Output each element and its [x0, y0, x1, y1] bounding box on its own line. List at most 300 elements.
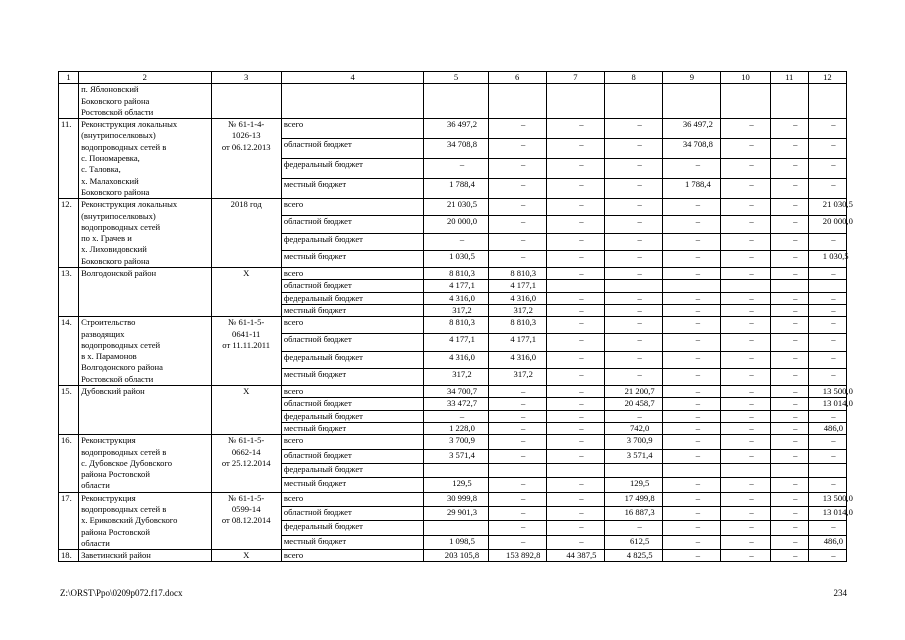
- amount-cell: –: [546, 119, 604, 139]
- amount-cell: –: [663, 368, 721, 385]
- amount-cell: –: [721, 334, 770, 351]
- amount-cell: 36 497,2: [663, 119, 721, 139]
- amount-cell: –: [721, 268, 770, 280]
- amount-cell: –: [721, 449, 770, 463]
- amount-cell: –: [721, 292, 770, 304]
- amount-cell: –: [424, 410, 488, 422]
- amount-cell: –: [546, 351, 604, 368]
- amount-cell: 203 105,8: [424, 550, 488, 562]
- amount-cell: –: [546, 422, 604, 434]
- amount-cell: –: [663, 492, 721, 506]
- fragment-cell: [721, 84, 770, 119]
- amount-cell: 3 571,4: [605, 449, 663, 463]
- amount-cell: –: [808, 139, 846, 159]
- amount-cell: [488, 463, 546, 477]
- amount-cell: –: [721, 398, 770, 410]
- amount-cell: –: [770, 119, 808, 139]
- amount-cell: –: [808, 368, 846, 385]
- amount-cell: –: [721, 304, 770, 316]
- item-number: 12.: [59, 199, 79, 268]
- amount-cell: –: [488, 535, 546, 549]
- amount-cell: –: [488, 159, 546, 179]
- table-row: [59, 268, 847, 280]
- amount-cell: –: [488, 398, 546, 410]
- amount-cell: –: [721, 492, 770, 506]
- amount-cell: 1 788,4: [663, 179, 721, 199]
- amount-cell: [424, 463, 488, 477]
- funding-source: федеральный бюджет: [281, 410, 424, 422]
- amount-cell: –: [488, 179, 546, 199]
- amount-cell: [808, 463, 846, 477]
- amount-cell: [770, 463, 808, 477]
- col-num-11: 11: [770, 72, 808, 84]
- amount-cell: –: [546, 304, 604, 316]
- amount-cell: –: [605, 368, 663, 385]
- funding-source: областной бюджет: [281, 216, 424, 233]
- amount-cell: –: [546, 317, 604, 334]
- funding-source: федеральный бюджет: [281, 521, 424, 535]
- amount-cell: [721, 280, 770, 292]
- amount-cell: –: [546, 250, 604, 267]
- amount-cell: –: [546, 216, 604, 233]
- amount-cell: 13 500,0: [808, 386, 846, 398]
- funding-source: федеральный бюджет: [281, 233, 424, 250]
- amount-cell: 129,5: [424, 478, 488, 492]
- amount-cell: 20 000,0: [808, 216, 846, 233]
- amount-cell: –: [663, 550, 721, 562]
- amount-cell: 4 316,0: [488, 351, 546, 368]
- amount-cell: –: [808, 449, 846, 463]
- amount-cell: –: [770, 159, 808, 179]
- amount-cell: –: [721, 368, 770, 385]
- fragment-cell: [808, 84, 846, 119]
- funding-source: федеральный бюджет: [281, 351, 424, 368]
- item-number: 16.: [59, 435, 79, 492]
- amount-cell: –: [770, 507, 808, 521]
- table-row: [59, 435, 847, 449]
- amount-cell: 153 892,8: [488, 550, 546, 562]
- amount-cell: 742,0: [605, 422, 663, 434]
- amount-cell: –: [605, 268, 663, 280]
- amount-cell: 29 901,3: [424, 507, 488, 521]
- amount-cell: –: [721, 233, 770, 250]
- amount-cell: 8 810,3: [488, 317, 546, 334]
- item-name: Реконструкция локальных (внутрипоселковых) водопроводных сетей по х. Грачев и х. Лиховидовский Боковского района: [79, 199, 212, 268]
- amount-cell: –: [663, 159, 721, 179]
- amount-cell: [663, 463, 721, 477]
- amount-cell: [808, 280, 846, 292]
- item-name: Дубовский район: [79, 386, 212, 435]
- item-name: Реконструкция водопроводных сетей в х. Ериковский Дубовского района Ростовской области: [79, 492, 212, 549]
- amount-cell: –: [770, 478, 808, 492]
- funding-source: всего: [281, 268, 424, 280]
- funding-source: местный бюджет: [281, 422, 424, 434]
- amount-cell: –: [605, 334, 663, 351]
- amount-cell: –: [721, 216, 770, 233]
- amount-cell: –: [424, 159, 488, 179]
- amount-cell: 34 700,7: [424, 386, 488, 398]
- amount-cell: –: [663, 535, 721, 549]
- amount-cell: –: [605, 216, 663, 233]
- amount-cell: –: [488, 233, 546, 250]
- amount-cell: 8 810,3: [424, 268, 488, 280]
- item-number: 15.: [59, 386, 79, 435]
- funding-source: местный бюджет: [281, 179, 424, 199]
- amount-cell: 44 387,5: [546, 550, 604, 562]
- amount-cell: [424, 521, 488, 535]
- funding-source: местный бюджет: [281, 250, 424, 267]
- amount-cell: 16 887,3: [605, 507, 663, 521]
- amount-cell: 3 571,4: [424, 449, 488, 463]
- funding-source: всего: [281, 317, 424, 334]
- amount-cell: –: [605, 233, 663, 250]
- fragment-doc: [211, 84, 281, 119]
- amount-cell: –: [770, 199, 808, 216]
- amount-cell: 486,0: [808, 422, 846, 434]
- amount-cell: –: [663, 398, 721, 410]
- amount-cell: –: [605, 250, 663, 267]
- amount-cell: 4 316,0: [424, 292, 488, 304]
- amount-cell: 317,2: [488, 304, 546, 316]
- amount-cell: [770, 280, 808, 292]
- amount-cell: –: [663, 435, 721, 449]
- col-num-6: 6: [488, 72, 546, 84]
- amount-cell: –: [721, 199, 770, 216]
- amount-cell: –: [663, 304, 721, 316]
- amount-cell: 8 810,3: [488, 268, 546, 280]
- item-document: Х: [211, 268, 281, 317]
- amount-cell: –: [488, 250, 546, 267]
- fragment-cell: [770, 84, 808, 119]
- table-row: [59, 119, 847, 139]
- funding-source: всего: [281, 435, 424, 449]
- amount-cell: –: [546, 535, 604, 549]
- item-document: Х: [211, 550, 281, 562]
- amount-cell: –: [663, 250, 721, 267]
- amount-cell: –: [663, 521, 721, 535]
- col-num-1: 1: [59, 72, 79, 84]
- amount-cell: –: [546, 139, 604, 159]
- amount-cell: 4 177,1: [424, 280, 488, 292]
- funding-source: местный бюджет: [281, 368, 424, 385]
- amount-cell: –: [770, 334, 808, 351]
- amount-cell: 486,0: [808, 535, 846, 549]
- amount-cell: –: [721, 535, 770, 549]
- page-number: 234: [833, 588, 847, 598]
- amount-cell: –: [808, 179, 846, 199]
- funding-source: всего: [281, 119, 424, 139]
- amount-cell: 4 177,1: [488, 334, 546, 351]
- amount-cell: –: [546, 292, 604, 304]
- column-number-row: [59, 72, 847, 84]
- fragment-cell: [488, 84, 546, 119]
- item-name: Волгодонской район: [79, 268, 212, 317]
- funding-source: местный бюджет: [281, 304, 424, 316]
- amount-cell: [546, 463, 604, 477]
- amount-cell: –: [770, 292, 808, 304]
- amount-cell: –: [546, 268, 604, 280]
- amount-cell: –: [770, 304, 808, 316]
- item-document: 2018 год: [211, 199, 281, 268]
- table-body: [59, 72, 853, 562]
- amount-cell: 30 999,8: [424, 492, 488, 506]
- amount-cell: –: [721, 386, 770, 398]
- amount-cell: 8 810,3: [424, 317, 488, 334]
- amount-cell: –: [663, 449, 721, 463]
- amount-cell: 13 500,0: [808, 492, 846, 506]
- amount-cell: –: [663, 334, 721, 351]
- amount-cell: 612,5: [605, 535, 663, 549]
- amount-cell: –: [546, 492, 604, 506]
- funding-source: местный бюджет: [281, 535, 424, 549]
- amount-cell: –: [770, 435, 808, 449]
- amount-cell: –: [663, 216, 721, 233]
- amount-cell: –: [663, 292, 721, 304]
- amount-cell: –: [770, 268, 808, 280]
- amount-cell: –: [808, 292, 846, 304]
- amount-cell: 3 700,9: [424, 435, 488, 449]
- fragment-name: п. Яблоновский Боковского района Ростовской области: [79, 84, 212, 119]
- amount-cell: –: [770, 492, 808, 506]
- amount-cell: 36 497,2: [424, 119, 488, 139]
- amount-cell: –: [663, 422, 721, 434]
- col-num-2: 2: [79, 72, 212, 84]
- fragment-cell: [605, 84, 663, 119]
- funding-source: областной бюджет: [281, 334, 424, 351]
- amount-cell: –: [721, 351, 770, 368]
- amount-cell: 1 098,5: [424, 535, 488, 549]
- amount-cell: –: [721, 422, 770, 434]
- fragment-num: [59, 84, 79, 119]
- amount-cell: –: [488, 449, 546, 463]
- col-num-3: 3: [211, 72, 281, 84]
- amount-cell: –: [808, 159, 846, 179]
- amount-cell: –: [663, 317, 721, 334]
- amount-cell: –: [721, 478, 770, 492]
- amount-cell: –: [546, 233, 604, 250]
- amount-cell: –: [546, 334, 604, 351]
- fragment-cell: [663, 84, 721, 119]
- amount-cell: –: [546, 368, 604, 385]
- col-num-9: 9: [663, 72, 721, 84]
- amount-cell: –: [605, 159, 663, 179]
- item-number: 11.: [59, 119, 79, 199]
- amount-cell: –: [546, 398, 604, 410]
- amount-cell: –: [488, 216, 546, 233]
- amount-cell: 1 788,4: [424, 179, 488, 199]
- amount-cell: –: [605, 119, 663, 139]
- amount-cell: –: [546, 159, 604, 179]
- amount-cell: –: [546, 507, 604, 521]
- fragment-row: [59, 84, 847, 119]
- item-name: Заветинский район: [79, 550, 212, 562]
- amount-cell: –: [488, 478, 546, 492]
- funding-source: всего: [281, 386, 424, 398]
- amount-cell: –: [770, 139, 808, 159]
- amount-cell: –: [546, 521, 604, 535]
- amount-cell: –: [770, 368, 808, 385]
- amount-cell: 4 316,0: [488, 292, 546, 304]
- amount-cell: –: [546, 199, 604, 216]
- col-num-7: 7: [546, 72, 604, 84]
- amount-cell: 1 030,5: [424, 250, 488, 267]
- amount-cell: –: [808, 268, 846, 280]
- item-name: Реконструкция локальных (внутрипоселковых) водопроводных сетей в с. Пономаревка, с. Таловка, х. Малаховский Боковского района: [79, 119, 212, 199]
- amount-cell: –: [605, 139, 663, 159]
- amount-cell: –: [546, 449, 604, 463]
- amount-cell: –: [808, 334, 846, 351]
- amount-cell: –: [605, 521, 663, 535]
- amount-cell: –: [488, 119, 546, 139]
- amount-cell: [663, 280, 721, 292]
- amount-cell: –: [488, 199, 546, 216]
- amount-cell: –: [770, 521, 808, 535]
- funding-source: всего: [281, 492, 424, 506]
- table-row: [59, 317, 847, 334]
- col-num-5: 5: [424, 72, 488, 84]
- amount-cell: –: [770, 410, 808, 422]
- amount-cell: –: [721, 550, 770, 562]
- funding-source: областной бюджет: [281, 139, 424, 159]
- amount-cell: –: [721, 139, 770, 159]
- col-num-4: 4: [281, 72, 424, 84]
- amount-cell: 317,2: [424, 304, 488, 316]
- amount-cell: –: [663, 410, 721, 422]
- amount-cell: 13 014,0: [808, 507, 846, 521]
- amount-cell: –: [663, 199, 721, 216]
- amount-cell: –: [663, 507, 721, 521]
- fragment-cell: [546, 84, 604, 119]
- amount-cell: 20 458,7: [605, 398, 663, 410]
- amount-cell: –: [808, 233, 846, 250]
- funding-source: федеральный бюджет: [281, 159, 424, 179]
- funding-source: федеральный бюджет: [281, 463, 424, 477]
- amount-cell: –: [770, 250, 808, 267]
- amount-cell: –: [663, 351, 721, 368]
- amount-cell: –: [663, 386, 721, 398]
- item-number: 18.: [59, 550, 79, 562]
- amount-cell: –: [721, 317, 770, 334]
- amount-cell: –: [770, 535, 808, 549]
- amount-cell: 1 030,5: [808, 250, 846, 267]
- col-num-10: 10: [721, 72, 770, 84]
- col-num-12: 12: [808, 72, 846, 84]
- item-document: № 61-1-4- 1026-13 от 06.12.2013: [211, 119, 281, 199]
- amount-cell: –: [488, 386, 546, 398]
- amount-cell: 34 708,8: [663, 139, 721, 159]
- amount-cell: –: [663, 268, 721, 280]
- amount-cell: 17 499,8: [605, 492, 663, 506]
- amount-cell: –: [770, 351, 808, 368]
- amount-cell: –: [770, 398, 808, 410]
- amount-cell: –: [721, 410, 770, 422]
- col-num-8: 8: [605, 72, 663, 84]
- item-name: Строительство разводящих водопроводных сетей в х. Парамонов Волгодонского района Ростовской области: [79, 317, 212, 386]
- amount-cell: 4 316,0: [424, 351, 488, 368]
- amount-cell: –: [770, 317, 808, 334]
- amount-cell: 317,2: [424, 368, 488, 385]
- funding-source: областной бюджет: [281, 449, 424, 463]
- funding-source: федеральный бюджет: [281, 292, 424, 304]
- amount-cell: –: [770, 386, 808, 398]
- table-row: [59, 386, 847, 398]
- amount-cell: –: [770, 422, 808, 434]
- amount-cell: –: [546, 386, 604, 398]
- budget-table: [58, 71, 853, 562]
- amount-cell: –: [605, 292, 663, 304]
- item-document: Х: [211, 386, 281, 435]
- amount-cell: –: [663, 478, 721, 492]
- amount-cell: –: [546, 410, 604, 422]
- item-number: 14.: [59, 317, 79, 386]
- amount-cell: –: [770, 233, 808, 250]
- amount-cell: 21 200,7: [605, 386, 663, 398]
- amount-cell: [546, 280, 604, 292]
- amount-cell: 3 700,9: [605, 435, 663, 449]
- amount-cell: –: [488, 139, 546, 159]
- amount-cell: –: [663, 233, 721, 250]
- amount-cell: –: [605, 351, 663, 368]
- amount-cell: 21 030,5: [424, 199, 488, 216]
- amount-cell: –: [721, 159, 770, 179]
- amount-cell: –: [721, 179, 770, 199]
- amount-cell: –: [488, 435, 546, 449]
- amount-cell: –: [721, 435, 770, 449]
- amount-cell: [605, 463, 663, 477]
- item-number: 17.: [59, 492, 79, 549]
- funding-source: местный бюджет: [281, 478, 424, 492]
- amount-cell: [721, 463, 770, 477]
- amount-cell: –: [605, 179, 663, 199]
- file-path: Z:\ORST\Ppo\0209p072.f17.docx: [60, 588, 183, 598]
- amount-cell: 317,2: [488, 368, 546, 385]
- amount-cell: –: [808, 521, 846, 535]
- amount-cell: –: [488, 521, 546, 535]
- amount-cell: –: [488, 410, 546, 422]
- table-row: [59, 199, 847, 216]
- amount-cell: –: [721, 521, 770, 535]
- amount-cell: 4 177,1: [488, 280, 546, 292]
- item-document: № 61-1-5- 0599-14 от 08.12.2014: [211, 492, 281, 549]
- amount-cell: –: [721, 507, 770, 521]
- amount-cell: –: [770, 449, 808, 463]
- amount-cell: 4 177,1: [424, 334, 488, 351]
- amount-cell: –: [546, 179, 604, 199]
- amount-cell: 34 708,8: [424, 139, 488, 159]
- amount-cell: –: [808, 351, 846, 368]
- amount-cell: 20 000,0: [424, 216, 488, 233]
- funding-source: областной бюджет: [281, 280, 424, 292]
- amount-cell: –: [770, 550, 808, 562]
- fragment-source: [281, 84, 424, 119]
- amount-cell: –: [770, 179, 808, 199]
- funding-source: областной бюджет: [281, 398, 424, 410]
- fragment-cell: [424, 84, 488, 119]
- table-row: [59, 492, 847, 506]
- amount-cell: –: [808, 550, 846, 562]
- amount-cell: –: [605, 304, 663, 316]
- amount-cell: –: [605, 410, 663, 422]
- item-name: Реконструкция водопроводных сетей в с. Дубовское Дубовского района Ростовской области: [79, 435, 212, 492]
- item-number: 13.: [59, 268, 79, 317]
- amount-cell: –: [808, 317, 846, 334]
- amount-cell: –: [721, 119, 770, 139]
- amount-cell: –: [488, 507, 546, 521]
- amount-cell: –: [605, 199, 663, 216]
- table-row: [59, 550, 847, 562]
- amount-cell: –: [721, 250, 770, 267]
- funding-source: областной бюджет: [281, 507, 424, 521]
